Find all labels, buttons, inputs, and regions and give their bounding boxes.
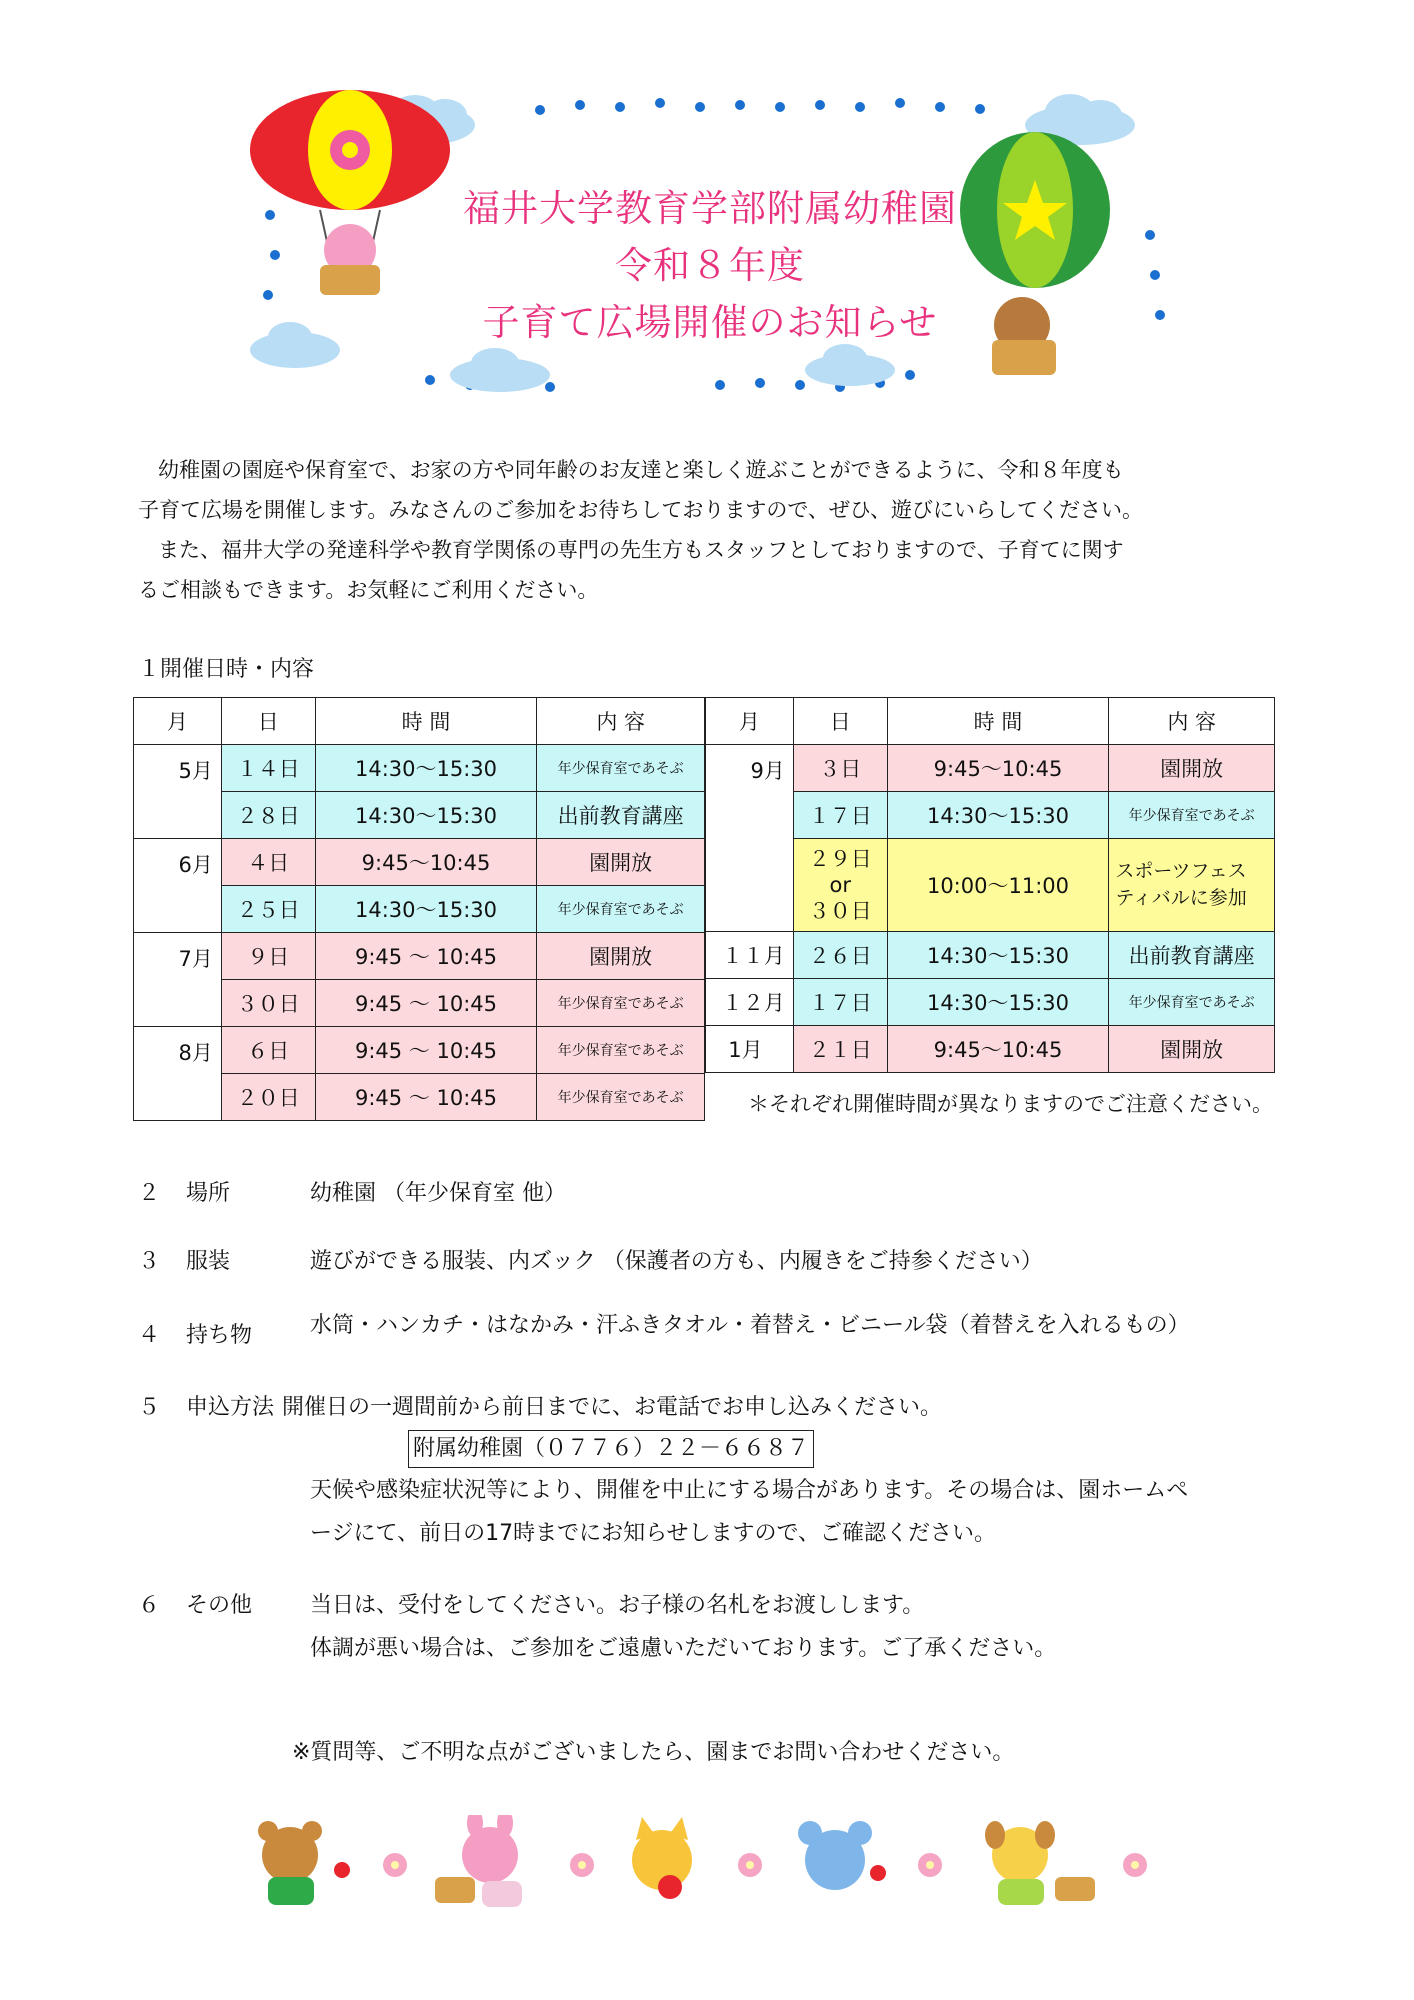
table-row: [134, 1027, 705, 1074]
apply-text: 開催日の一週間前から前日までに、お電話でお申し込みください。: [282, 1395, 943, 1420]
table-row: [706, 745, 1275, 792]
section-1-heading: １開催日時・内容: [138, 657, 315, 682]
bunny-icon: [435, 1815, 522, 1907]
day-cell: ２１日: [793, 1026, 887, 1073]
content-cell: 年少保育室であそぶ: [537, 1074, 705, 1121]
day-cell: １７日: [793, 979, 887, 1026]
time-cell: 9:45〜10:45: [887, 745, 1109, 792]
month-cell: 5月: [134, 745, 222, 839]
day-cell: １４日: [221, 745, 315, 792]
phone-number: 附属幼稚園（０７７６）２２－６６８７: [408, 1430, 814, 1468]
time-cell: 10:00〜11:00: [887, 839, 1109, 932]
title-school: 福井大学教育学部附属幼稚園: [463, 187, 957, 230]
time-cell: 14:30〜15:30: [315, 792, 537, 839]
time-cell: 14:30〜15:30: [315, 886, 537, 933]
mouse-icon: [798, 1821, 886, 1890]
flower-icon: [1123, 1853, 1147, 1877]
apply-note-line-1: 天候や感染症状況等により、開催を中止にする場合があります。その場合は、園ホームペ: [310, 1478, 1189, 1503]
time-cell: 9:45 〜 10:45: [315, 1027, 537, 1074]
day-cell: ９日: [221, 933, 315, 980]
content-cell: 出前教育講座: [1109, 932, 1275, 979]
intro-line-1: 幼稚園の園庭や保育室で、お家の方や同年齢のお友達と楽しく遊ぶことができるように、令和８年度も: [158, 458, 1124, 482]
intro-line-3: また、福井大学の発達科学や教育学関係の専門の先生方もスタッフとしておりますので、子育てに関す: [158, 538, 1124, 562]
day-cell: ２５日: [221, 886, 315, 933]
footer-illustration: [250, 1815, 1170, 1915]
col-day: 日: [221, 698, 315, 745]
month-cell: １１月: [706, 932, 794, 979]
flower-icon: [738, 1853, 762, 1877]
month-cell: 7月: [134, 933, 222, 1027]
col-content: 内 容: [1109, 698, 1275, 745]
table-row: [706, 979, 1275, 1026]
time-cell: 14:30〜15:30: [887, 932, 1109, 979]
dog-icon: [985, 1821, 1095, 1905]
content-line-1: スポーツフェス: [1115, 860, 1247, 882]
day-cell: ３日: [793, 745, 887, 792]
title-event: 子育て広場開催のお知らせ: [482, 301, 938, 344]
place-label: 場所: [186, 1181, 231, 1206]
content-cell: 年少保育室であそぶ: [537, 745, 705, 792]
clothes-text: 遊びができる服装、内ズック （保護者の方も、内履きをご持参ください）: [310, 1249, 1043, 1274]
table-header-row: [706, 698, 1275, 745]
col-content: 内 容: [537, 698, 705, 745]
content-cell: 園開放: [1109, 1026, 1275, 1073]
other-label: その他: [186, 1593, 253, 1618]
apply-label: 申込方法: [186, 1395, 275, 1420]
schedule-table-left: [133, 697, 705, 1121]
day-cell: [793, 839, 887, 932]
clothes-number: ３: [138, 1249, 161, 1274]
belongings-text: 水筒・ハンカチ・はなかみ・汗ふきタオル・着替え・ビニール袋（着替えを入れるもの）: [310, 1313, 1190, 1338]
red-balloon-bunny-icon: [250, 90, 450, 295]
content-cell: 年少保育室であそぶ: [537, 1027, 705, 1074]
col-month: 月: [706, 698, 794, 745]
content-cell: 年少保育室であそぶ: [537, 980, 705, 1027]
table-row: [706, 1026, 1275, 1073]
month-cell: 9月: [706, 745, 794, 932]
content-cell: 年少保育室であそぶ: [1109, 979, 1275, 1026]
place-text: 幼稚園 （年少保育室 他）: [310, 1181, 566, 1206]
table-row: [134, 933, 705, 980]
title-year: 令和８年度: [615, 244, 805, 287]
other-text-line-2: 体調が悪い場合は、ご参加をご遠慮いただいております。ご了承ください。: [310, 1636, 1057, 1661]
bear-icon: [258, 1821, 350, 1905]
day-cell: ４日: [221, 839, 315, 886]
other-number: ６: [138, 1593, 161, 1618]
month-cell: 6月: [134, 839, 222, 933]
day-option-a: ２９日: [808, 847, 872, 871]
content-cell: 年少保育室であそぶ: [537, 886, 705, 933]
col-month: 月: [134, 698, 222, 745]
table-row: [706, 932, 1275, 979]
time-cell: 14:30〜15:30: [315, 745, 537, 792]
col-day: 日: [793, 698, 887, 745]
col-time: 時 間: [315, 698, 537, 745]
table-header-row: [134, 698, 705, 745]
content-cell: 園開放: [1109, 745, 1275, 792]
month-cell: 1月: [706, 1026, 794, 1073]
place-number: ２: [138, 1181, 161, 1206]
month-cell: 8月: [134, 1027, 222, 1121]
content-cell: [1109, 839, 1275, 932]
green-balloon-bear-icon: [960, 132, 1110, 375]
time-cell: 14:30〜15:30: [887, 792, 1109, 839]
day-cell: １７日: [793, 792, 887, 839]
time-cell: 9:45〜10:45: [887, 1026, 1109, 1073]
footer-note: ※質問等、ご不明な点がございましたら、園までお問い合わせください。: [292, 1740, 1015, 1765]
belongings-number: ４: [138, 1323, 161, 1348]
day-cell: ２８日: [221, 792, 315, 839]
time-cell: 9:45 〜 10:45: [315, 1074, 537, 1121]
flower-icon: [383, 1853, 407, 1877]
content-cell: 出前教育講座: [537, 792, 705, 839]
content-cell: 園開放: [537, 839, 705, 886]
schedule-table-right: [705, 697, 1275, 1073]
day-or: or: [829, 873, 851, 897]
belongings-label: 持ち物: [186, 1323, 253, 1348]
day-cell: ２６日: [793, 932, 887, 979]
time-cell: 9:45 〜 10:45: [315, 980, 537, 1027]
clothes-label: 服装: [186, 1249, 231, 1274]
time-cell: 9:45〜10:45: [315, 839, 537, 886]
flower-icon: [918, 1853, 942, 1877]
other-text-line-1: 当日は、受付をしてください。お子様の名札をお渡しします。: [310, 1593, 925, 1618]
day-option-b: ３０日: [808, 899, 872, 923]
schedule-note: ＊それぞれ開催時間が異なりますのでご注意ください。: [748, 1092, 1273, 1116]
content-cell: 園開放: [537, 933, 705, 980]
day-cell: ６日: [221, 1027, 315, 1074]
table-row: [134, 839, 705, 886]
col-time: 時 間: [887, 698, 1109, 745]
day-cell: ２０日: [221, 1074, 315, 1121]
time-cell: 14:30〜15:30: [887, 979, 1109, 1026]
intro-line-4: るご相談もできます。お気軽にご利用ください。: [138, 578, 599, 602]
intro-line-2: 子育て広場を開催します。みなさんのご参加をお待ちしておりますので、ぜひ、遊びにいらしてください。: [138, 498, 1144, 522]
content-cell: 年少保育室であそぶ: [1109, 792, 1275, 839]
content-line-2: ティバルに参加: [1115, 887, 1247, 909]
time-cell: 9:45 〜 10:45: [315, 933, 537, 980]
apply-note-line-2: ージにて、前日の17時までにお知らせしますので、ご確認ください。: [310, 1521, 997, 1546]
flower-icon: [570, 1853, 594, 1877]
cat-icon: [632, 1817, 692, 1899]
month-cell: １２月: [706, 979, 794, 1026]
table-row: [134, 745, 705, 792]
day-cell: ３０日: [221, 980, 315, 1027]
apply-number: ５: [138, 1395, 161, 1420]
